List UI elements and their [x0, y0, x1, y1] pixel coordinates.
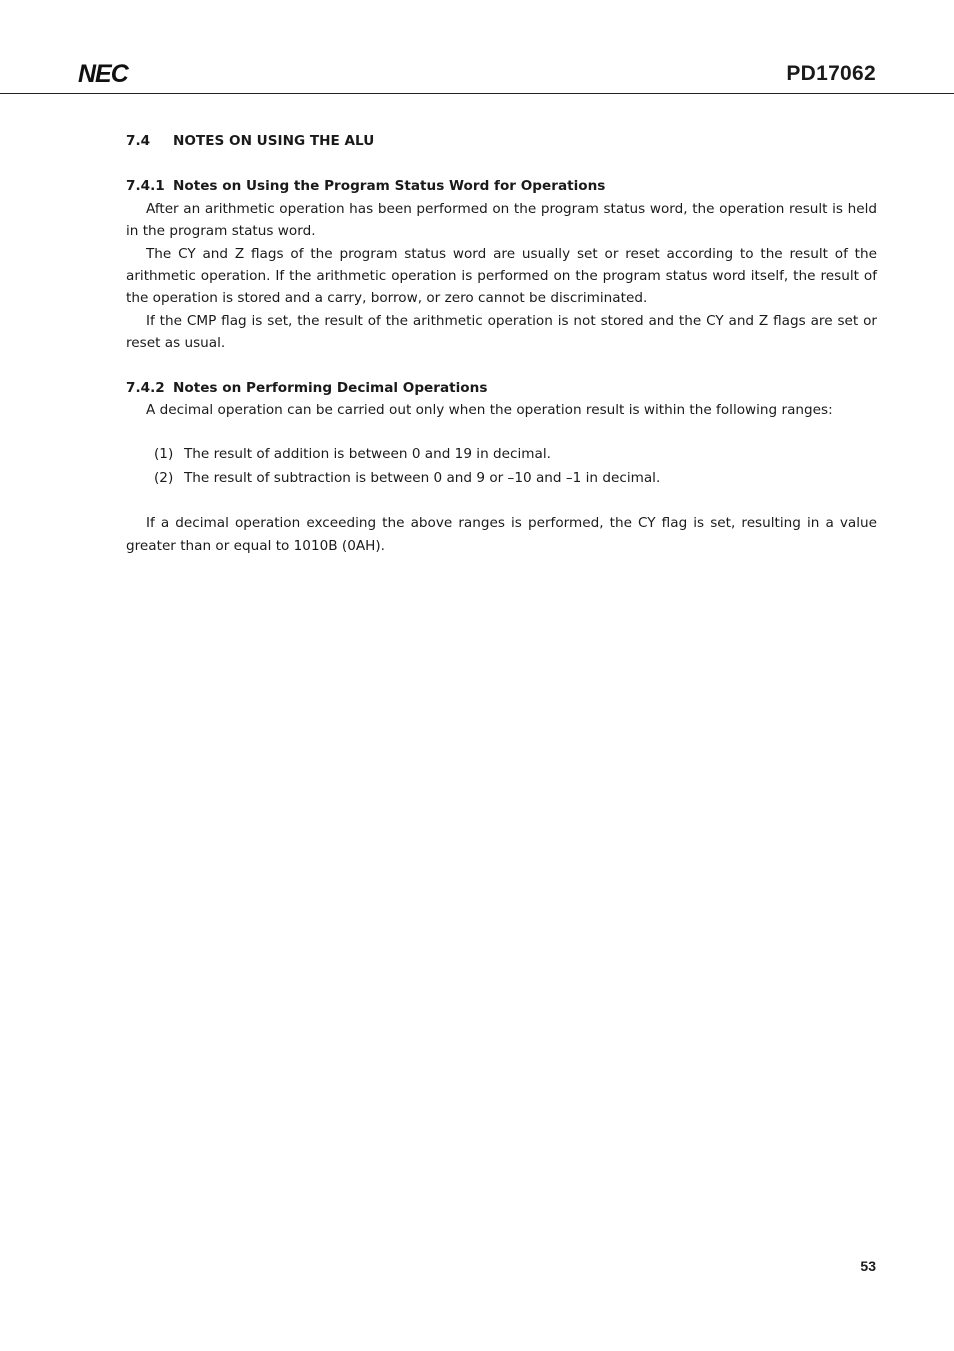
list-item-text: The result of addition is between 0 and 19 in decimal. — [184, 446, 551, 463]
nec-logo — [78, 61, 152, 85]
header-rule — [0, 93, 954, 94]
section-number: 7.4 — [126, 133, 151, 149]
page-number: 53 — [860, 1258, 876, 1274]
list-item-marker: (2) — [154, 469, 174, 486]
document-id: PD17062 — [786, 62, 876, 85]
spacer — [126, 355, 877, 377]
range-list — [126, 443, 877, 489]
spacer — [126, 490, 877, 512]
subsection-heading-1 — [126, 175, 877, 197]
subsection-number: 7.4.2 — [126, 379, 165, 396]
spacer — [126, 421, 877, 443]
paragraph: After an arithmetic operation has been performed on the program status word, the operation result is held in the program status word. — [126, 200, 877, 240]
paragraph: The CY and Z flags of the program status word are usually set or reset according to the result of the arithmetic operation. If the arithmetic operation is performed on the program status word itself, the result of the operation is stored and a carry, borrow, or zero cannot be discriminated. — [126, 245, 877, 307]
page-header — [0, 0, 954, 94]
subsection-number: 7.4.1 — [126, 178, 165, 195]
subsection-title: Notes on Using the Program Status Word for Operations — [173, 178, 606, 195]
logo-text: NEC — [78, 61, 128, 85]
subsection-title: Notes on Performing Decimal Operations — [173, 379, 488, 396]
paragraph: If the CMP flag is set, the result of the arithmetic operation is not stored and the CY and Z flags are set or reset as usual. — [126, 312, 877, 352]
subsection-heading-2 — [126, 377, 877, 399]
paragraph: A decimal operation can be carried out only when the operation result is within the following ranges: — [146, 402, 833, 419]
list-item-text: The result of subtraction is between 0 and 9 or –10 and –1 in decimal. — [184, 469, 661, 486]
list-item — [126, 443, 877, 465]
paragraph: If a decimal operation exceeding the above ranges is performed, the CY flag is set, resulting in a value greater than or equal to 1010B (0AH). — [126, 515, 877, 554]
list-item-marker: (1) — [154, 446, 174, 463]
section-heading — [126, 130, 877, 152]
page-content — [126, 130, 877, 557]
section-title: NOTES ON USING THE ALU — [173, 133, 375, 149]
list-item — [126, 467, 877, 489]
